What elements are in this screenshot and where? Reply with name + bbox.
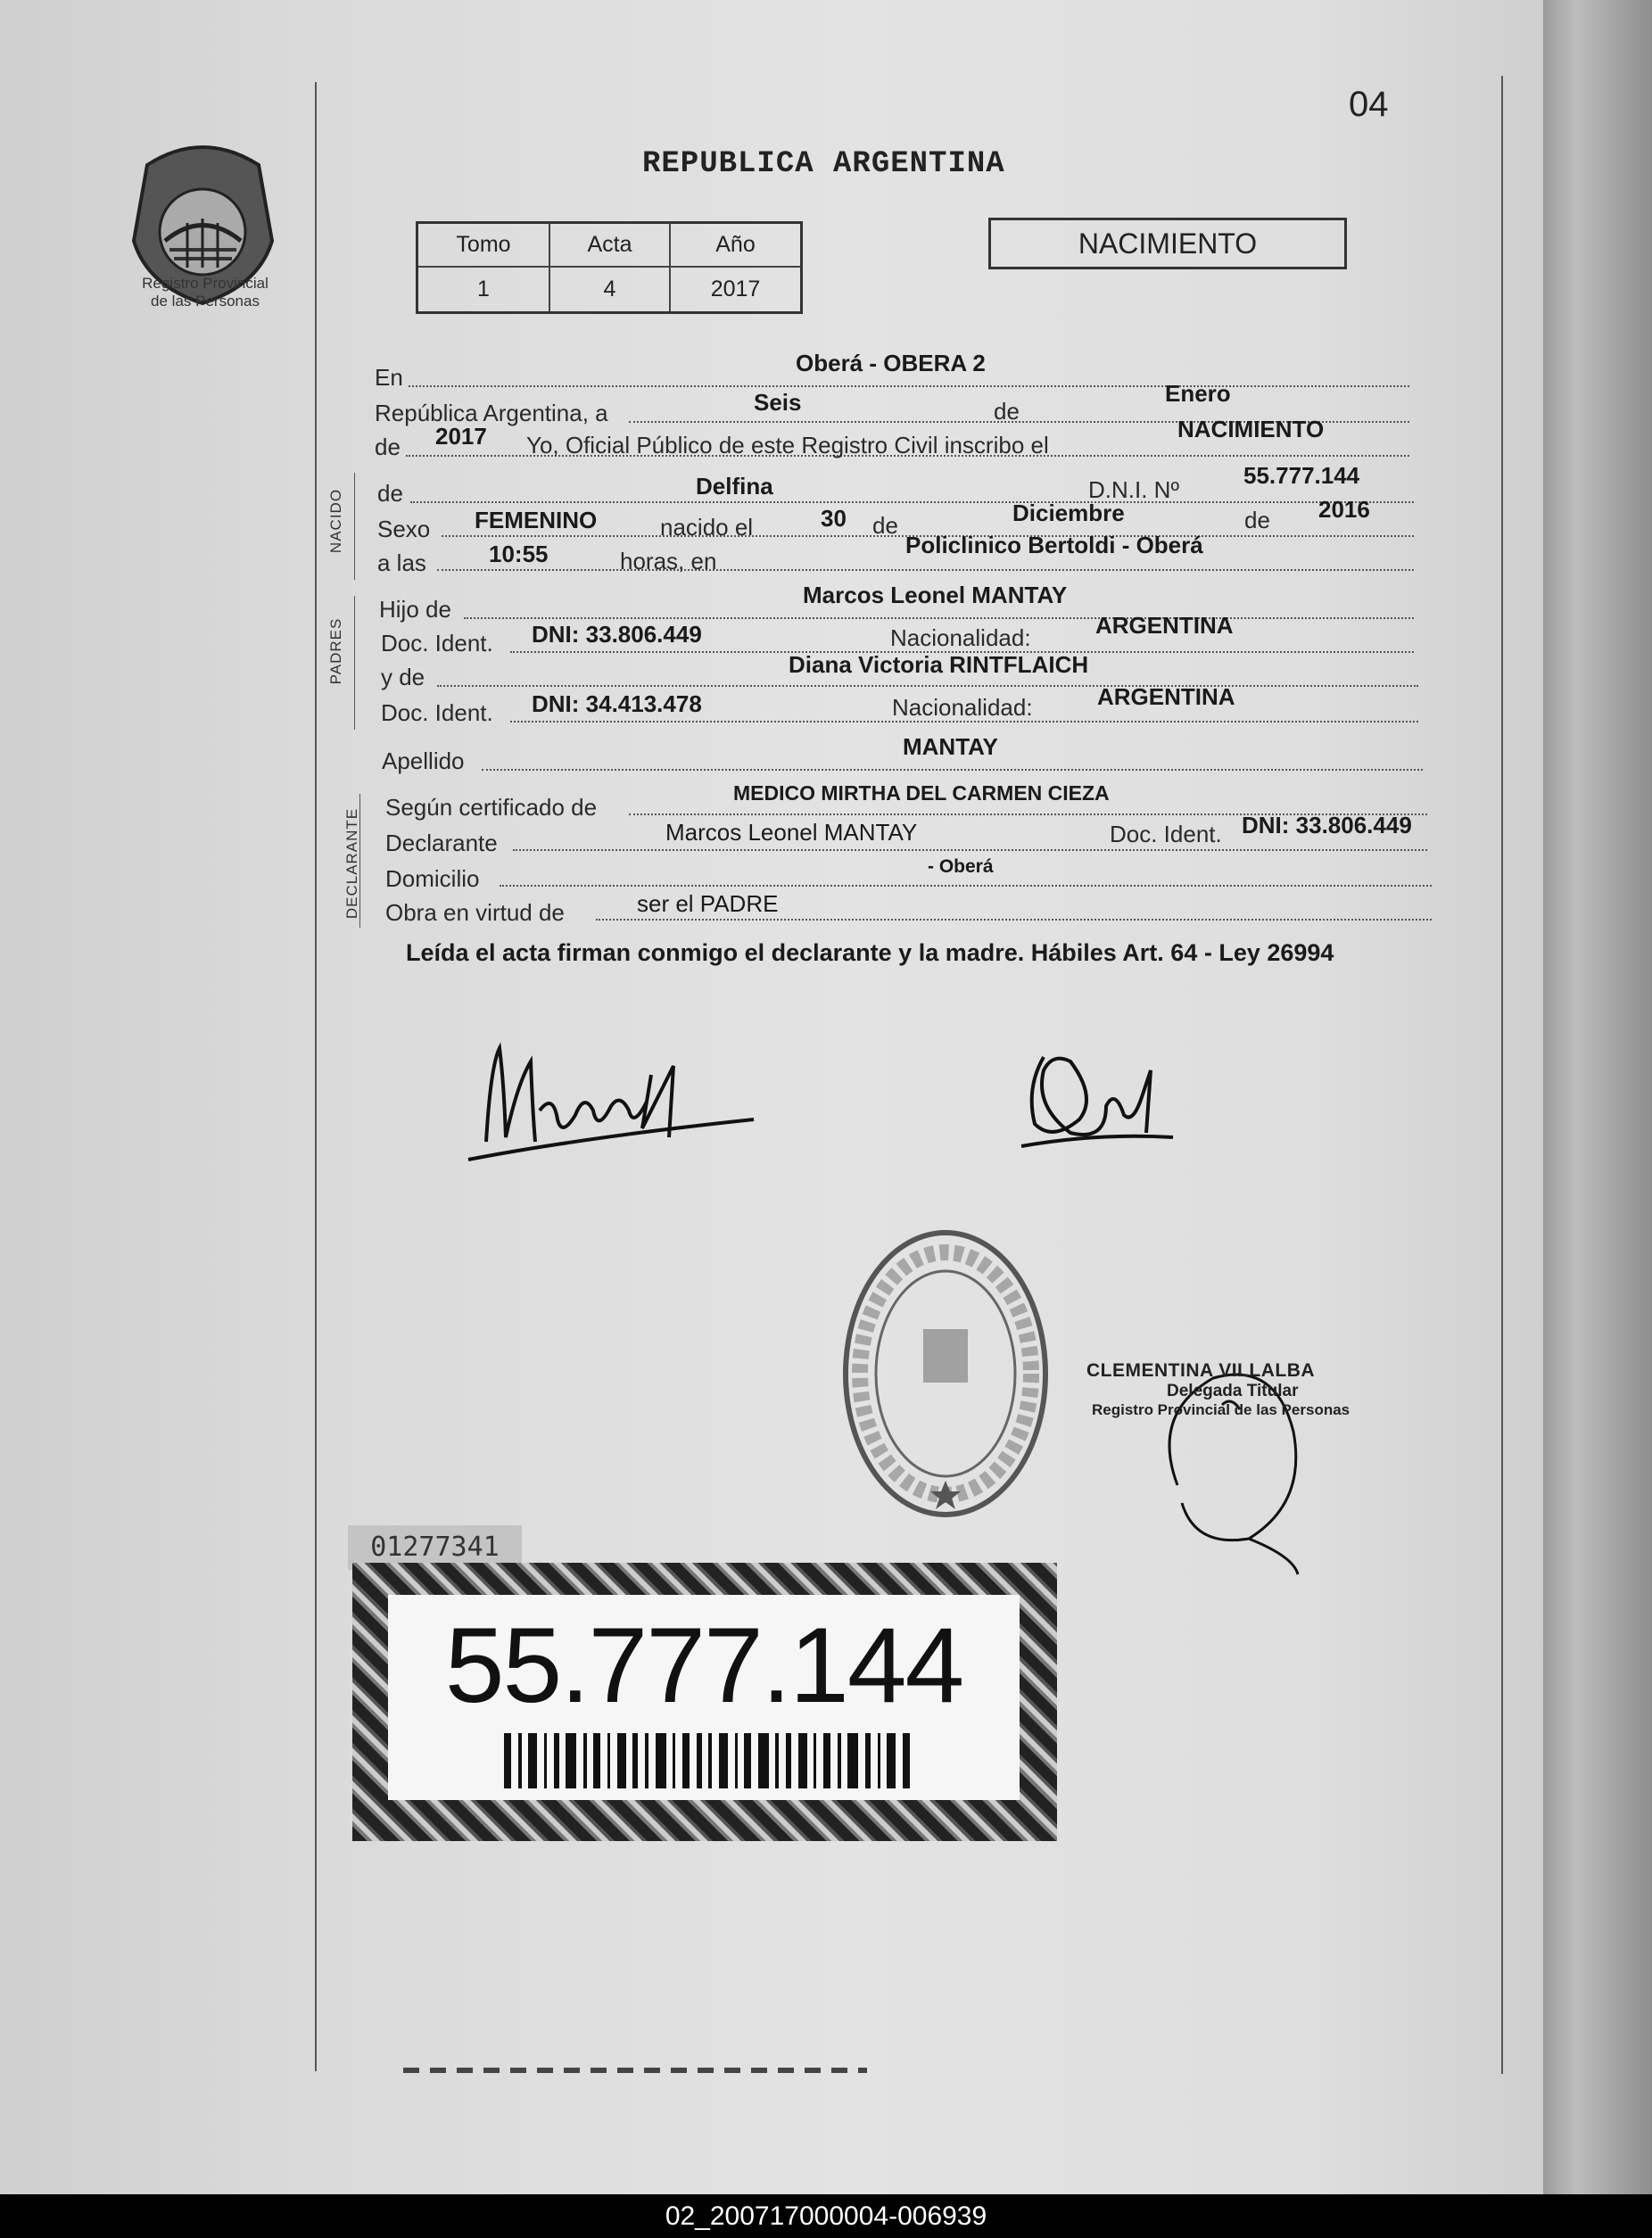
dni-sticker-face	[388, 1595, 1020, 1800]
mes-value: Enero	[1165, 380, 1231, 407]
dia-value: Seis	[754, 389, 802, 416]
dni-label: D.N.I. Nº	[1088, 476, 1179, 503]
dni-sticker	[352, 1563, 1057, 1841]
page-number: 04	[1349, 85, 1389, 124]
dotted-line	[500, 885, 1432, 887]
nac-anio-value: 2016	[1318, 496, 1370, 523]
section-label-declarante: DECLARANTE	[343, 807, 360, 920]
dotted-line	[410, 501, 1414, 503]
delegada-cargo: Delegada Titular	[1167, 1382, 1299, 1400]
doc-ident-label-2: Doc. Ident.	[381, 699, 493, 726]
lugar-value: Policlinico Bertoldi - Oberá	[905, 532, 1203, 558]
document-title: REPUBLICA ARGENTINA	[642, 147, 1005, 181]
republica-label: República Argentina, a	[375, 400, 608, 426]
y-de-label: y de	[381, 664, 425, 690]
table-value-anio: 2017	[710, 277, 761, 301]
padre-doc-value: DNI: 33.806.449	[532, 621, 702, 648]
inscripcion-value: NACIMIENTO	[1177, 416, 1325, 442]
delegada-name: CLEMENTINA VILLALBA	[1086, 1360, 1316, 1381]
oficial-text: Yo, Oficial Público de este Registro Civil inscribo el	[526, 432, 1049, 458]
obra-label: Obra en virtud de	[385, 899, 565, 926]
madre-signature	[1017, 1035, 1177, 1160]
sexo-value: FEMENINO	[475, 507, 598, 533]
madre-doc-value: DNI: 34.413.478	[532, 690, 702, 717]
dotted-line	[482, 769, 1423, 771]
registro-oval-stamp	[838, 1222, 1053, 1525]
declarante-value: Marcos Leonel MANTAY	[665, 819, 918, 846]
nac-dia-value: 30	[821, 505, 847, 532]
nacionalidad-label: Nacionalidad:	[890, 624, 1031, 651]
domicilio-label: Domicilio	[385, 865, 480, 892]
apellido-label: Apellido	[382, 747, 465, 774]
nacido-label: nacido el	[660, 514, 754, 541]
table-value-tomo: 1	[418, 268, 550, 311]
table-header-tomo: Tomo	[418, 224, 550, 268]
table-header-acta: Acta	[550, 224, 671, 268]
delegada-registro: Registro Provincial de las Personas	[1092, 1401, 1351, 1418]
tipo-acta-box: NACIMIENTO	[988, 218, 1347, 269]
madre-value: Diana Victoria RINTFLAICH	[789, 651, 1089, 678]
horas-en-label: horas, en	[620, 548, 717, 574]
table-value-acta: 4	[550, 268, 671, 311]
sexo-label: Sexo	[377, 516, 431, 542]
de-label-4: de	[872, 512, 898, 539]
dotted-line	[409, 385, 1409, 387]
padre-nac-value: ARGENTINA	[1095, 612, 1234, 639]
control-number: 01277341	[348, 1525, 522, 1570]
de-label-3: de	[377, 480, 403, 507]
logo-caption-line2: de las Personas	[151, 293, 260, 310]
registro-table	[416, 221, 803, 314]
declarante-signature	[450, 1030, 763, 1182]
doc-ident-label: Doc. Ident.	[381, 630, 493, 657]
hora-value: 10:55	[489, 541, 549, 567]
bottom-trace	[403, 2068, 867, 2073]
anio-value: 2017	[435, 423, 487, 450]
section-bracket-padres	[354, 596, 355, 730]
nacionalidad-label-2: Nacionalidad:	[892, 694, 1033, 721]
dni-sticker-number: 55.777.144	[444, 1606, 963, 1725]
de-label-2: de	[375, 434, 401, 460]
closing-text: Leída el acta firman conmigo el declarante y la madre. Hábiles Art. 64 - Ley 26994	[406, 939, 1334, 966]
dotted-line	[437, 569, 1414, 571]
logo-caption	[112, 275, 299, 310]
localidad-value: Oberá - OBERA 2	[796, 350, 986, 376]
dotted-line	[596, 919, 1432, 921]
delegada-stamp	[1086, 1360, 1408, 1419]
en-label: En	[375, 364, 403, 391]
obra-value: ser el PADRE	[637, 890, 779, 917]
hijo-label: Hijo de	[379, 596, 451, 623]
barcode	[504, 1733, 910, 1788]
doc-ident-label-3: Doc. Ident.	[1110, 821, 1222, 847]
certificado-value: MEDICO MIRTHA DEL CARMEN CIEZA	[733, 781, 1110, 805]
padre-value: Marcos Leonel MANTAY	[803, 582, 1068, 608]
section-bracket-nacido	[354, 473, 355, 580]
dotted-line	[464, 617, 1414, 619]
dni-value: 55.777.144	[1243, 462, 1360, 489]
left-margin-line	[315, 82, 317, 2071]
declarante-label: Declarante	[385, 830, 498, 856]
section-label-padres: PADRES	[327, 617, 344, 685]
a-las-label: a las	[377, 549, 426, 576]
declarante-doc-value: DNI: 33.806.449	[1242, 812, 1412, 838]
domicilio-value: - Oberá	[928, 856, 994, 877]
dotted-line	[437, 685, 1418, 687]
logo-caption-line1: Registro Provincial	[142, 275, 268, 292]
certificado-label: Según certificado de	[385, 794, 598, 821]
footer-id-bar	[0, 2194, 1652, 2238]
apellido-value: MANTAY	[903, 733, 998, 760]
madre-nac-value: ARGENTINA	[1097, 683, 1235, 710]
nac-mes-value: Diciembre	[1012, 500, 1125, 526]
de-label: de	[994, 398, 1020, 425]
table-header-anio: Año	[671, 224, 800, 268]
footer-id: 02_200717000004-006939	[665, 2201, 987, 2231]
right-margin-line	[1501, 76, 1503, 2074]
nombre-value: Delfina	[696, 473, 773, 500]
section-label-nacido: NACIDO	[327, 488, 344, 554]
dotted-line	[513, 849, 1427, 851]
page-edge	[1543, 0, 1652, 2194]
de-label-5: de	[1244, 507, 1270, 533]
